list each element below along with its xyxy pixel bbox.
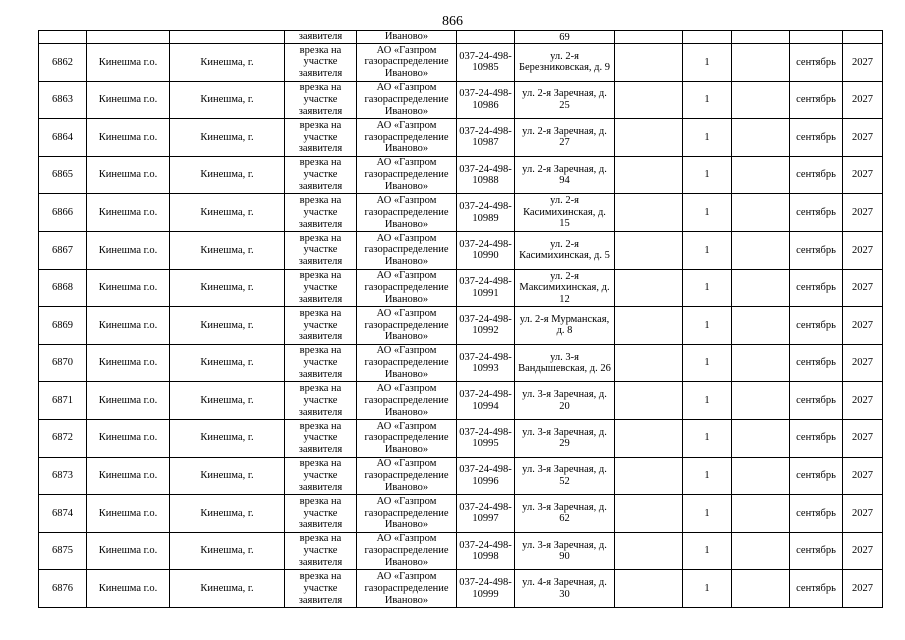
cell-empty (732, 457, 790, 495)
cell-code: 037-24-498-10995 (457, 419, 515, 457)
cell-district: Кинешма г.о. (87, 344, 170, 382)
cell-empty (615, 457, 683, 495)
cell-year: 2027 (843, 156, 883, 194)
table-row (39, 532, 883, 570)
table-row (39, 156, 883, 194)
cell-num: 6862 (39, 44, 87, 82)
cell-org: АО «Газпром газораспределение Иваново» (357, 81, 457, 119)
cell-org: АО «Газпром газораспределение Иваново» (357, 156, 457, 194)
cell-empty (732, 570, 790, 608)
cell-city: Кинешма, г. (170, 344, 285, 382)
cell-org: АО «Газпром газораспределение Иваново» (357, 457, 457, 495)
cell-org: АО «Газпром газораспределение Иваново» (357, 570, 457, 608)
cell-month: сентябрь (790, 194, 843, 232)
cell-org: АО «Газпром газораспределение Иваново» (357, 382, 457, 420)
cell-org: АО «Газпром газораспределение Иваново» (357, 231, 457, 269)
cell-qty: 1 (683, 231, 732, 269)
cell-qty: 1 (683, 495, 732, 533)
cell-city: Кинешма, г. (170, 156, 285, 194)
table-row (39, 119, 883, 157)
cell-address: ул. 2-я Заречная, д. 27 (515, 119, 615, 157)
cell-address: ул. 3-я Вандышевская, д. 26 (515, 344, 615, 382)
table-row (39, 194, 883, 232)
cell-empty (615, 31, 683, 44)
cell-org: АО «Газпром газораспределение Иваново» (357, 307, 457, 345)
cell-year: 2027 (843, 570, 883, 608)
table-row-partial (39, 31, 883, 44)
cell-month (790, 31, 843, 44)
cell-district: Кинешма г.о. (87, 382, 170, 420)
cell-type: врезка на участке заявителя (285, 307, 357, 345)
cell-city: Кинешма, г. (170, 269, 285, 307)
cell-empty (615, 382, 683, 420)
cell-district: Кинешма г.о. (87, 532, 170, 570)
cell-qty: 1 (683, 307, 732, 345)
cell-type: врезка на участке заявителя (285, 382, 357, 420)
table-row (39, 495, 883, 533)
cell-address: ул. 2-я Мурманская, д. 8 (515, 307, 615, 345)
cell-city: Кинешма, г. (170, 457, 285, 495)
cell-code: 037-24-498-10999 (457, 570, 515, 608)
cell-city: Кинешма, г. (170, 495, 285, 533)
cell-empty (732, 44, 790, 82)
cell-city: Кинешма, г. (170, 419, 285, 457)
cell-city: Кинешма, г. (170, 119, 285, 157)
cell-org: Иваново» (357, 31, 457, 44)
table-row (39, 307, 883, 345)
cell-org: АО «Газпром газораспределение Иваново» (357, 532, 457, 570)
cell-district: Кинешма г.о. (87, 419, 170, 457)
cell-address: ул. 4-я Заречная, д. 30 (515, 570, 615, 608)
cell-city (170, 31, 285, 44)
cell-address: ул. 2-я Заречная, д. 25 (515, 81, 615, 119)
cell-year (843, 31, 883, 44)
cell-qty (683, 31, 732, 44)
cell-type: врезка на участке заявителя (285, 532, 357, 570)
cell-address: ул. 2-я Максимихинская, д. 12 (515, 269, 615, 307)
cell-num: 6864 (39, 119, 87, 157)
cell-empty (732, 419, 790, 457)
cell-num (39, 31, 87, 44)
cell-year: 2027 (843, 344, 883, 382)
cell-address: ул. 3-я Заречная, д. 20 (515, 382, 615, 420)
cell-city: Кинешма, г. (170, 532, 285, 570)
cell-city: Кинешма, г. (170, 570, 285, 608)
cell-type: врезка на участке заявителя (285, 419, 357, 457)
cell-num: 6869 (39, 307, 87, 345)
cell-city: Кинешма, г. (170, 194, 285, 232)
cell-empty (615, 156, 683, 194)
cell-month: сентябрь (790, 307, 843, 345)
cell-empty (732, 307, 790, 345)
cell-num: 6871 (39, 382, 87, 420)
cell-district: Кинешма г.о. (87, 119, 170, 157)
table-row (39, 231, 883, 269)
cell-qty: 1 (683, 194, 732, 232)
cell-empty (615, 570, 683, 608)
cell-qty: 1 (683, 156, 732, 194)
cell-district (87, 31, 170, 44)
table-row (39, 269, 883, 307)
cell-month: сентябрь (790, 419, 843, 457)
table-row (39, 570, 883, 608)
cell-org: АО «Газпром газораспределение Иваново» (357, 495, 457, 533)
cell-year: 2027 (843, 44, 883, 82)
cell-code: 037-24-498-10997 (457, 495, 515, 533)
cell-month: сентябрь (790, 269, 843, 307)
cell-empty (615, 532, 683, 570)
cell-empty (732, 532, 790, 570)
cell-month: сентябрь (790, 119, 843, 157)
cell-type: врезка на участке заявителя (285, 81, 357, 119)
cell-num: 6868 (39, 269, 87, 307)
cell-district: Кинешма г.о. (87, 231, 170, 269)
cell-empty (615, 44, 683, 82)
cell-num: 6870 (39, 344, 87, 382)
cell-code: 037-24-498-10992 (457, 307, 515, 345)
cell-empty (615, 119, 683, 157)
cell-code: 037-24-498-10996 (457, 457, 515, 495)
cell-num: 6873 (39, 457, 87, 495)
cell-code: 037-24-498-10994 (457, 382, 515, 420)
cell-year: 2027 (843, 81, 883, 119)
cell-district: Кинешма г.о. (87, 307, 170, 345)
cell-num: 6867 (39, 231, 87, 269)
cell-code: 037-24-498-10988 (457, 156, 515, 194)
cell-org: АО «Газпром газораспределение Иваново» (357, 44, 457, 82)
cell-month: сентябрь (790, 532, 843, 570)
cell-type: врезка на участке заявителя (285, 457, 357, 495)
cell-district: Кинешма г.о. (87, 457, 170, 495)
cell-year: 2027 (843, 119, 883, 157)
cell-month: сентябрь (790, 382, 843, 420)
page-number: 866 (442, 14, 463, 29)
cell-city: Кинешма, г. (170, 81, 285, 119)
cell-code: 037-24-498-10985 (457, 44, 515, 82)
table-row (39, 382, 883, 420)
cell-city: Кинешма, г. (170, 44, 285, 82)
cell-code (457, 31, 515, 44)
cell-type: врезка на участке заявителя (285, 344, 357, 382)
cell-qty: 1 (683, 532, 732, 570)
cell-address: ул. 3-я Заречная, д. 52 (515, 457, 615, 495)
cell-address: ул. 2-я Касимихинская, д. 15 (515, 194, 615, 232)
table-row (39, 344, 883, 382)
cell-qty: 1 (683, 419, 732, 457)
cell-type: врезка на участке заявителя (285, 194, 357, 232)
cell-code: 037-24-498-10993 (457, 344, 515, 382)
cell-org: АО «Газпром газораспределение Иваново» (357, 344, 457, 382)
cell-num: 6865 (39, 156, 87, 194)
cell-month: сентябрь (790, 570, 843, 608)
cell-type: врезка на участке заявителя (285, 231, 357, 269)
cell-type: врезка на участке заявителя (285, 44, 357, 82)
cell-month: сентябрь (790, 344, 843, 382)
cell-city: Кинешма, г. (170, 382, 285, 420)
cell-code: 037-24-498-10989 (457, 194, 515, 232)
cell-empty (615, 194, 683, 232)
cell-org: АО «Газпром газораспределение Иваново» (357, 119, 457, 157)
cell-empty (732, 119, 790, 157)
cell-qty: 1 (683, 269, 732, 307)
cell-district: Кинешма г.о. (87, 44, 170, 82)
cell-district: Кинешма г.о. (87, 156, 170, 194)
cell-qty: 1 (683, 382, 732, 420)
cell-empty (732, 269, 790, 307)
cell-year: 2027 (843, 194, 883, 232)
cell-empty (615, 495, 683, 533)
cell-code: 037-24-498-10987 (457, 119, 515, 157)
cell-district: Кинешма г.о. (87, 194, 170, 232)
cell-qty: 1 (683, 119, 732, 157)
cell-month: сентябрь (790, 81, 843, 119)
cell-code: 037-24-498-10991 (457, 269, 515, 307)
table-row (39, 457, 883, 495)
table-body (39, 31, 883, 608)
cell-num: 6874 (39, 495, 87, 533)
cell-year: 2027 (843, 495, 883, 533)
cell-year: 2027 (843, 419, 883, 457)
cell-qty: 1 (683, 457, 732, 495)
table-row (39, 44, 883, 82)
cell-type: врезка на участке заявителя (285, 119, 357, 157)
cell-address: ул. 3-я Заречная, д. 90 (515, 532, 615, 570)
cell-empty (732, 194, 790, 232)
cell-address: ул. 3-я Заречная, д. 62 (515, 495, 615, 533)
cell-num: 6866 (39, 194, 87, 232)
cell-year: 2027 (843, 532, 883, 570)
cell-month: сентябрь (790, 156, 843, 194)
cell-type: врезка на участке заявителя (285, 156, 357, 194)
cell-district: Кинешма г.о. (87, 269, 170, 307)
cell-city: Кинешма, г. (170, 231, 285, 269)
cell-qty: 1 (683, 81, 732, 119)
table-row (39, 81, 883, 119)
cell-org: АО «Газпром газораспределение Иваново» (357, 194, 457, 232)
cell-year: 2027 (843, 231, 883, 269)
cell-empty (732, 495, 790, 533)
cell-num: 6872 (39, 419, 87, 457)
cell-num: 6863 (39, 81, 87, 119)
cell-code: 037-24-498-10990 (457, 231, 515, 269)
cell-code: 037-24-498-10986 (457, 81, 515, 119)
cell-num: 6876 (39, 570, 87, 608)
cell-month: сентябрь (790, 495, 843, 533)
cell-empty (732, 156, 790, 194)
cell-empty (615, 344, 683, 382)
cell-year: 2027 (843, 307, 883, 345)
cell-empty (732, 81, 790, 119)
cell-district: Кинешма г.о. (87, 81, 170, 119)
cell-empty (732, 31, 790, 44)
cell-num: 6875 (39, 532, 87, 570)
cell-year: 2027 (843, 382, 883, 420)
cell-district: Кинешма г.о. (87, 495, 170, 533)
cell-org: АО «Газпром газораспределение Иваново» (357, 269, 457, 307)
cell-empty (732, 231, 790, 269)
cell-type: врезка на участке заявителя (285, 269, 357, 307)
cell-org: АО «Газпром газораспределение Иваново» (357, 419, 457, 457)
cell-district: Кинешма г.о. (87, 570, 170, 608)
cell-address: ул. 2-я Касимихинская, д. 5 (515, 231, 615, 269)
cell-qty: 1 (683, 44, 732, 82)
cell-address: ул. 2-я Березниковская, д. 9 (515, 44, 615, 82)
cell-type: врезка на участке заявителя (285, 495, 357, 533)
table-row (39, 419, 883, 457)
cell-empty (615, 81, 683, 119)
cell-empty (615, 419, 683, 457)
cell-code: 037-24-498-10998 (457, 532, 515, 570)
cell-city: Кинешма, г. (170, 307, 285, 345)
cell-address: ул. 3-я Заречная, д. 29 (515, 419, 615, 457)
cell-empty (732, 382, 790, 420)
cell-month: сентябрь (790, 457, 843, 495)
cell-address: ул. 2-я Заречная, д. 94 (515, 156, 615, 194)
cell-qty: 1 (683, 344, 732, 382)
cell-type: врезка на участке заявителя (285, 570, 357, 608)
cell-empty (615, 307, 683, 345)
cell-qty: 1 (683, 570, 732, 608)
cell-type: заявителя (285, 31, 357, 44)
cell-empty (615, 269, 683, 307)
cell-empty (732, 344, 790, 382)
cell-address: 69 (515, 31, 615, 44)
gas-connection-table (38, 30, 883, 608)
cell-month: сентябрь (790, 231, 843, 269)
cell-month: сентябрь (790, 44, 843, 82)
cell-year: 2027 (843, 457, 883, 495)
cell-empty (615, 231, 683, 269)
cell-year: 2027 (843, 269, 883, 307)
